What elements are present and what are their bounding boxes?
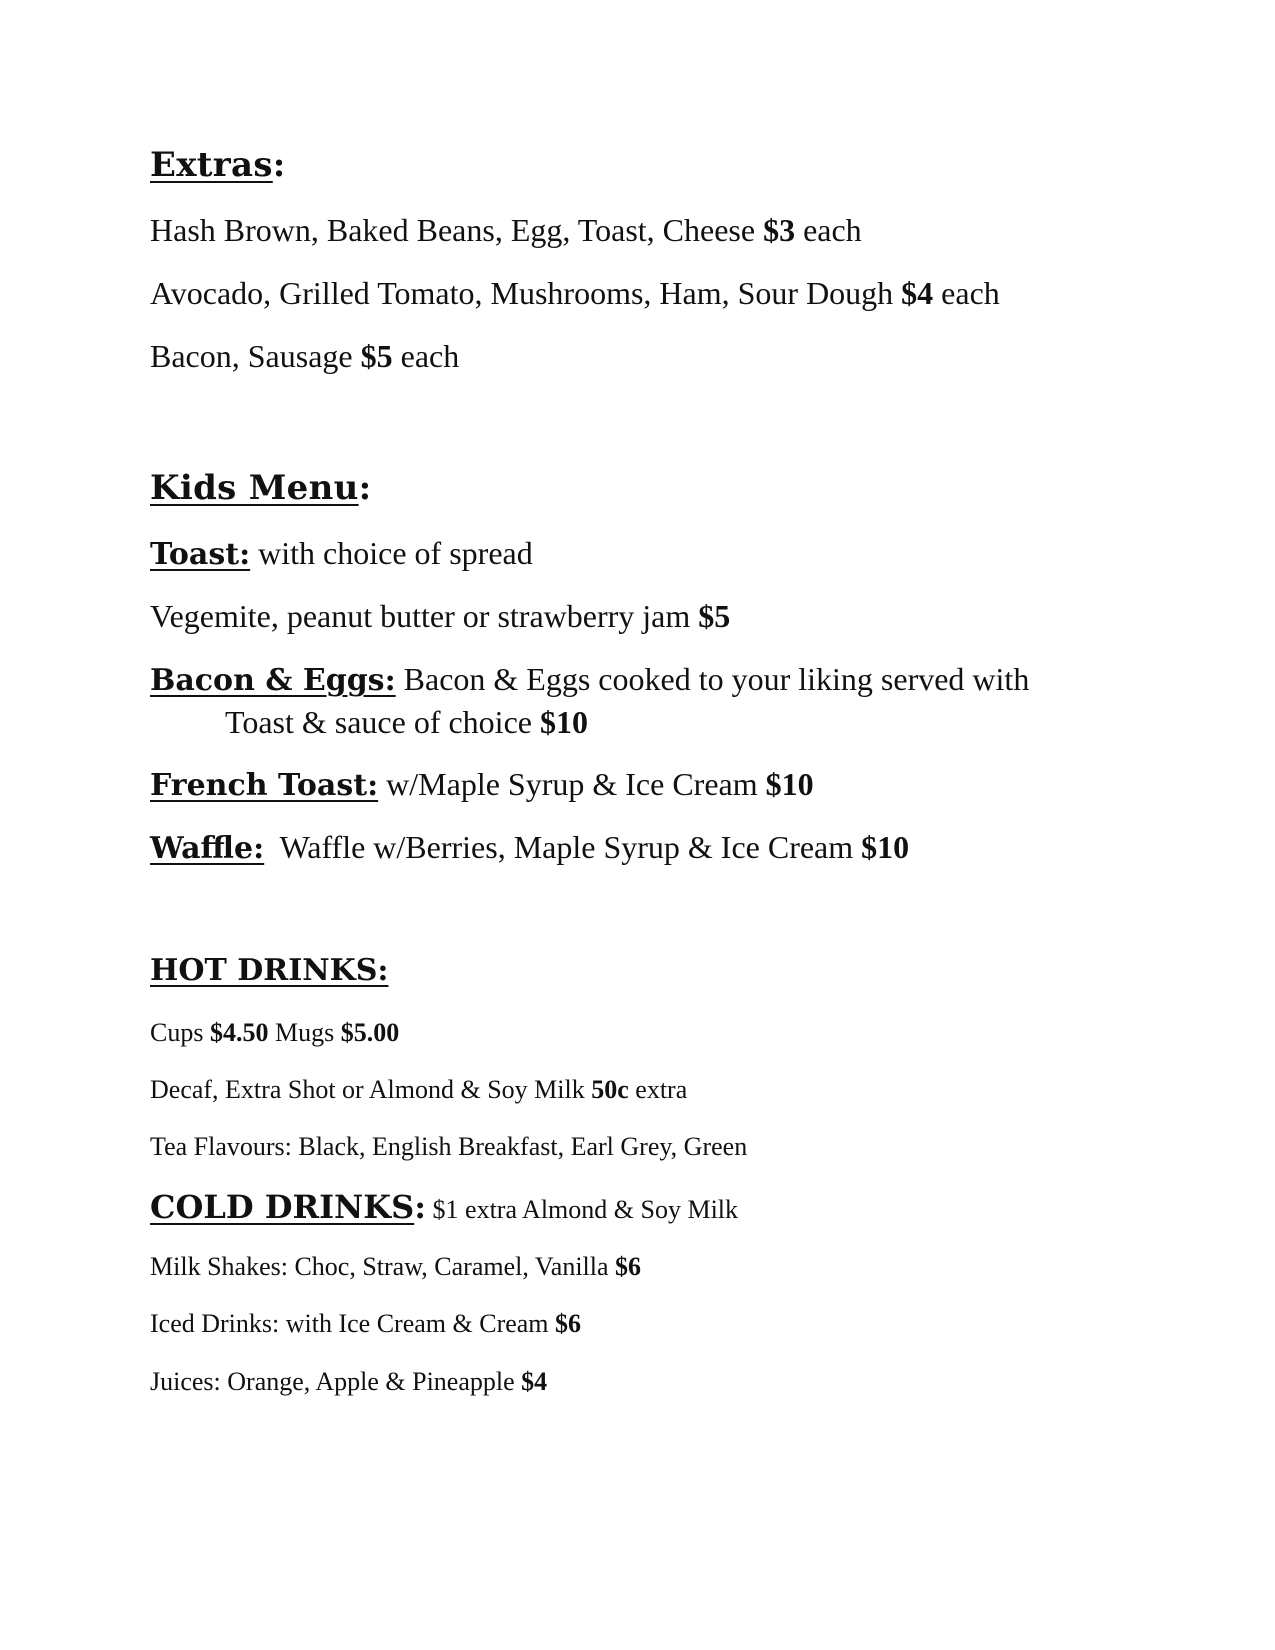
cold-drinks-shakes xyxy=(150,1252,641,1282)
kids-toast-desc: with choice of spread xyxy=(250,535,533,571)
extras-line-1-suffix: each xyxy=(795,212,862,248)
extras-line-2-price: $4 xyxy=(901,275,934,311)
kids-french-desc: w/Maple Syrup & Ice Cream xyxy=(378,766,766,802)
extras-line-1 xyxy=(150,212,862,249)
extras-line-1-price: $3 xyxy=(763,212,796,248)
cold-drinks-shakes-text: Milk Shakes: Choc, Straw, Caramel, Vanilla xyxy=(150,1252,616,1281)
cold-drinks-heading-text: COLD DRINKS xyxy=(150,1188,415,1226)
hot-drinks-mugs-price: $5.00 xyxy=(340,1018,400,1047)
extras-line-2-text: Avocado, Grilled Tomato, Mushrooms, Ham, Sour Dough xyxy=(150,275,902,311)
hot-drinks-cups-mugs xyxy=(150,1018,399,1048)
hot-drinks-heading xyxy=(150,953,388,988)
kids-french-label: French Toast: xyxy=(150,768,379,803)
kids-bacon-desc: Bacon & Eggs cooked to your liking served with xyxy=(395,661,1030,697)
kids-waffle-price: $10 xyxy=(861,829,910,865)
cold-drinks-iced-price: $6 xyxy=(555,1309,582,1338)
cold-drinks-juices xyxy=(150,1367,547,1397)
kids-heading-text: Kids Menu xyxy=(150,468,359,508)
cold-drinks-iced xyxy=(150,1309,581,1339)
kids-french-toast xyxy=(150,766,814,803)
kids-waffle xyxy=(150,829,909,866)
extras-line-3 xyxy=(150,338,459,375)
hot-drinks-extras-text: Decaf, Extra Shot or Almond & Soy Milk xyxy=(150,1075,592,1104)
hot-drinks-extras-price: 50c xyxy=(591,1075,629,1104)
kids-bacon-price: $10 xyxy=(539,704,588,740)
cold-drinks-note: $1 extra Almond & Soy Milk xyxy=(426,1195,739,1224)
kids-waffle-label: Waffle: xyxy=(150,831,265,866)
hot-drinks-cups-price: $4.50 xyxy=(209,1018,269,1047)
kids-bacon-eggs-cont xyxy=(225,704,588,741)
kids-bacon-label: Bacon & Eggs: xyxy=(150,663,396,698)
cold-drinks-shakes-price: $6 xyxy=(615,1252,642,1281)
extras-line-3-text: Bacon, Sausage xyxy=(150,338,361,374)
extras-line-2 xyxy=(150,275,1000,312)
kids-heading xyxy=(150,468,372,508)
kids-bacon-desc-2: Toast & sauce of choice xyxy=(225,704,540,740)
extras-line-3-price: $5 xyxy=(360,338,393,374)
kids-toast xyxy=(150,535,533,572)
extras-heading-colon: : xyxy=(272,145,286,185)
extras-heading xyxy=(150,145,286,185)
kids-heading-colon: : xyxy=(358,468,372,508)
kids-french-price: $10 xyxy=(765,766,814,802)
extras-heading-text: Extras xyxy=(150,145,273,185)
cold-drinks-juices-price: $4 xyxy=(521,1367,548,1396)
hot-drinks-tea-text: Tea Flavours: Black, English Breakfast, Earl Grey, Green xyxy=(150,1132,748,1161)
extras-line-1-text: Hash Brown, Baked Beans, Egg, Toast, Cheese xyxy=(150,212,764,248)
hot-drinks-tea xyxy=(150,1132,747,1162)
cold-drinks-heading xyxy=(150,1188,738,1226)
cold-drinks-juices-text: Juices: Orange, Apple & Pineapple xyxy=(150,1367,522,1396)
hot-drinks-heading-text: HOT DRINKS: xyxy=(150,953,389,988)
kids-toast-options xyxy=(150,598,730,635)
hot-drinks-extras xyxy=(150,1075,687,1105)
extras-line-2-suffix: each xyxy=(933,275,1000,311)
kids-bacon-eggs xyxy=(150,661,1029,698)
hot-drinks-extras-suffix: extra xyxy=(628,1075,688,1104)
hot-drinks-mugs-label: Mugs xyxy=(268,1018,341,1047)
kids-toast-price: $5 xyxy=(698,598,731,634)
cold-drinks-heading-colon: : xyxy=(414,1188,427,1226)
cold-drinks-iced-text: Iced Drinks: with Ice Cream & Cream xyxy=(150,1309,556,1338)
extras-line-3-suffix: each xyxy=(392,338,460,374)
hot-drinks-cups-label: Cups xyxy=(150,1018,210,1047)
kids-waffle-desc: Waffle w/Berries, Maple Syrup & Ice Cream xyxy=(264,829,862,865)
kids-toast-options-text: Vegemite, peanut butter or strawberry jam xyxy=(150,598,699,634)
kids-toast-label: Toast: xyxy=(150,537,251,572)
